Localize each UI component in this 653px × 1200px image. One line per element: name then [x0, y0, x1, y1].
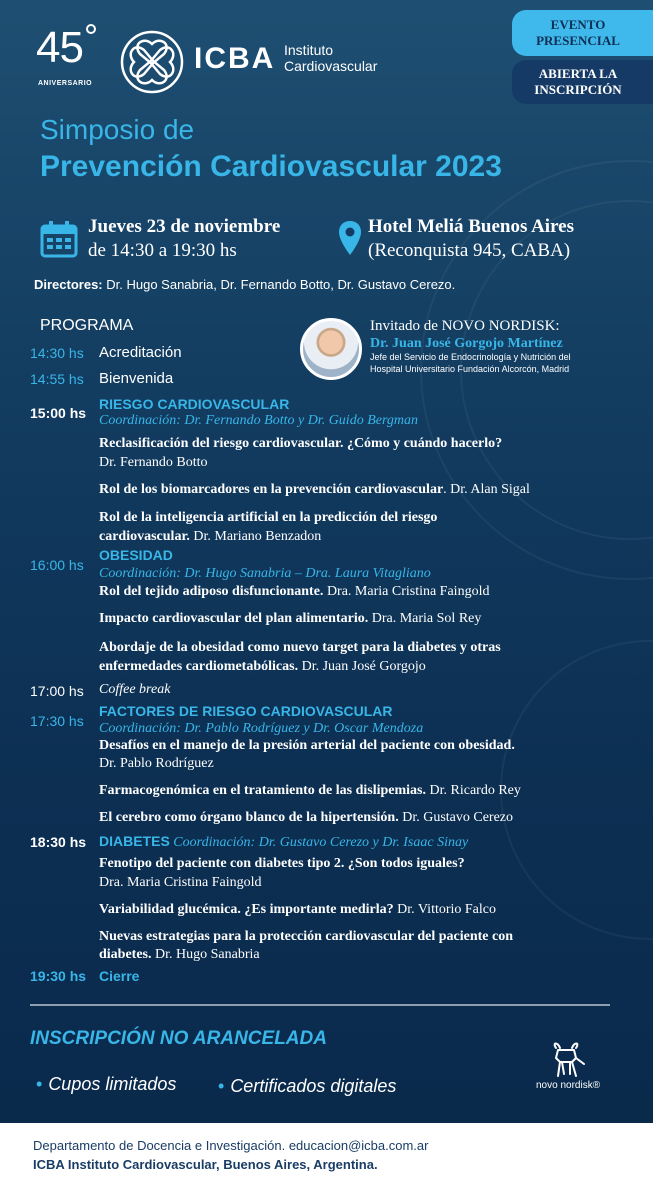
time-1455: 14:55 hs — [30, 371, 84, 387]
talk-9 — [99, 810, 513, 826]
speaker: Dr. Hugo Sanabria — [151, 947, 260, 962]
guest-role-line1: Jefe del Servicio de Endocrinología y Nutrición del — [370, 352, 571, 362]
bullet-icon: • — [218, 1076, 225, 1096]
talk-title: Abordaje de la obesidad como nuevo target para la diabetes y otras — [99, 640, 501, 655]
registration-title: INSCRIPCIÓN NO ARANCELADA — [30, 1028, 327, 1049]
talk-3 — [99, 510, 437, 526]
badge-line: ABIERTA LA — [538, 66, 618, 81]
bullet-icon: • — [36, 1074, 43, 1094]
guest-photo-avatar — [300, 318, 362, 380]
time-1700: 17:00 hs — [30, 683, 84, 699]
talk-title: El cerebro como órgano blanco de la hipertensión. — [99, 810, 399, 825]
talk-title: Rol del tejido adiposo disfuncionante. — [99, 584, 324, 599]
brand-subtitle-line2: Cardiovascular — [284, 58, 378, 74]
brand-subtitle-line1: Instituto — [284, 42, 334, 58]
coord-riesgo: Coordinación: Dr. Fernando Botto y Dr. Guido Bergman — [99, 413, 418, 428]
location-pin-icon — [338, 220, 362, 256]
guest-role-line2: Hospital Universitario Fundación Alcorcón, Madrid — [370, 364, 570, 374]
anniversary-number: 45 — [36, 23, 83, 72]
abierta-inscripcion-badge — [512, 60, 653, 104]
talk-1 — [99, 436, 502, 452]
speaker: Dr. Vittorio Falco — [393, 902, 496, 917]
directors-label: Directores: — [34, 277, 103, 292]
title-line1: Simposio de — [40, 114, 195, 145]
talk-12 — [99, 929, 513, 945]
section-obesidad: OBESIDAD — [99, 547, 173, 563]
icba-logo-icon — [120, 30, 184, 94]
directors-line — [34, 277, 455, 292]
talk-title: Reclasificación del riesgo cardiovascular. ¿Cómo y cuándo hacerlo? — [99, 436, 503, 451]
talk-title: Nuevas estrategias para la protección cardiovascular del paciente con — [99, 929, 513, 944]
sponsor-name: novo nordisk® — [536, 1080, 601, 1091]
event-time: de 14:30 a 19:30 hs — [88, 240, 237, 261]
event-date: Jueves 23 de noviembre — [88, 216, 281, 237]
divider — [30, 1004, 610, 1006]
certificados-item — [218, 1076, 396, 1097]
talk-2 — [99, 482, 530, 498]
talk-title: enfermedades cardiometabólicas. — [99, 659, 299, 674]
calendar-icon — [40, 220, 78, 258]
speaker: Dr. Ricardo Rey — [426, 783, 521, 798]
title-line2: Prevención Cardiovascular 2023 — [40, 150, 502, 183]
talk-10-speaker — [99, 875, 262, 891]
anniversary-label: ANIVERSARIO — [38, 80, 93, 87]
section-diabetes-label: DIABETES — [99, 833, 170, 849]
acreditacion: Acreditación — [99, 344, 182, 361]
speaker: Dr. Juan José Gorgojo — [298, 659, 426, 674]
talk-7 — [99, 738, 515, 754]
cupos-item — [36, 1074, 176, 1095]
talk-title: diabetes. — [99, 947, 152, 962]
brand-name: ICBA — [194, 42, 276, 75]
novo-nordisk-bull-icon — [546, 1040, 590, 1080]
badge-line: INSCRIPCIÓN — [534, 82, 622, 97]
coffee-break — [99, 682, 170, 698]
talk-title: Impacto cardiovascular del plan alimentario. — [99, 611, 369, 626]
speaker: Dr. Gustavo Cerezo — [398, 810, 514, 825]
section-riesgo: RIESGO CARDIOVASCULAR — [99, 396, 290, 412]
time-1430: 14:30 hs — [30, 345, 84, 361]
talk-12-cont — [99, 947, 260, 963]
time-1830: 18:30 hs — [30, 834, 87, 850]
talk-title: Farmacogenómica en el tratamiento de las dislipemias. — [99, 783, 427, 798]
talk-10 — [99, 856, 465, 872]
talk-1-speaker — [99, 455, 208, 471]
evento-presencial-badge — [512, 10, 653, 56]
cupos-label: Cupos limitados — [48, 1074, 177, 1094]
speaker: Dra. Maria Cristina Faingold — [99, 875, 262, 890]
speaker: Dr. Pablo Rodríguez — [99, 756, 214, 771]
talk-6 — [99, 640, 501, 656]
talk-7-speaker — [99, 756, 214, 772]
decorative-ring — [500, 640, 653, 940]
talk-title: Variabilidad glucémica. ¿Es importante medirla? — [99, 902, 394, 917]
talk-11 — [99, 902, 496, 918]
speaker: Dra. Maria Cristina Faingold — [323, 584, 490, 599]
guest-intro: Invitado de NOVO NORDISK: — [370, 318, 560, 334]
speaker: Dr. Mariano Benzadon — [189, 529, 322, 544]
section-diabetes — [99, 833, 468, 851]
badge-line: EVENTO — [550, 17, 606, 32]
time-1600: 16:00 hs — [30, 557, 84, 573]
talk-title: Rol de la inteligencia artificial en la predicción del riesgo — [99, 510, 438, 525]
event-venue: Hotel Meliá Buenos Aires — [368, 216, 574, 237]
time-1730: 17:30 hs — [30, 713, 84, 729]
directors-names: Dr. Hugo Sanabria, Dr. Fernando Botto, Dr. Gustavo Cerezo. — [106, 277, 456, 292]
coord-factores: Coordinación: Dr. Pablo Rodríguez y Dr. Oscar Mendoza — [99, 721, 424, 736]
talk-8 — [99, 783, 521, 799]
time-1500: 15:00 hs — [30, 405, 87, 421]
speaker: Dr. Fernando Botto — [99, 455, 208, 470]
coord-obesidad: Coordinación: Dr. Hugo Sanabria – Dra. Laura Vitagliano — [99, 566, 431, 581]
event-address: (Reconquista 945, CABA) — [368, 240, 571, 261]
bienvenida: Bienvenida — [99, 370, 174, 387]
badge-line: PRESENCIAL — [536, 33, 620, 48]
cierre: Cierre — [99, 968, 140, 984]
talk-title: Desafíos en el manejo de la presión arterial del paciente con obesidad. — [99, 738, 515, 753]
speaker: . Dr. Alan Sigal — [443, 482, 530, 497]
talk-title: cardiovascular. — [99, 529, 190, 544]
coord-diabetes: Coordinación: Dr. Gustavo Cerezo y Dr. Isaac Sinay — [169, 835, 469, 850]
time-1930: 19:30 hs — [30, 968, 87, 984]
programa-heading: PROGRAMA — [40, 317, 134, 334]
coffee-label: Coffee break — [99, 682, 171, 697]
talk-4 — [99, 584, 489, 600]
guest-name: Dr. Juan José Gorgojo Martínez — [370, 336, 563, 351]
talk-6-cont — [99, 659, 426, 675]
footer-department: Departamento de Docencia e Investigación. educacion@icba.com.ar — [33, 1138, 429, 1153]
degree-circle-icon — [86, 24, 96, 34]
talk-title: Rol de los biomarcadores en la prevención cardiovascular — [99, 482, 444, 497]
speaker: Dra. Maria Sol Rey — [368, 611, 482, 626]
talk-5 — [99, 611, 481, 627]
talk-title: Fenotipo del paciente con diabetes tipo 2. ¿Son todos iguales? — [99, 856, 465, 871]
section-factores: FACTORES DE RIESGO CARDIOVASCULAR — [99, 703, 393, 719]
footer-institution: ICBA Instituto Cardiovascular, Buenos Aires, Argentina. — [33, 1157, 378, 1172]
talk-3-cont — [99, 529, 321, 545]
certificados-label: Certificados digitales — [230, 1076, 397, 1096]
